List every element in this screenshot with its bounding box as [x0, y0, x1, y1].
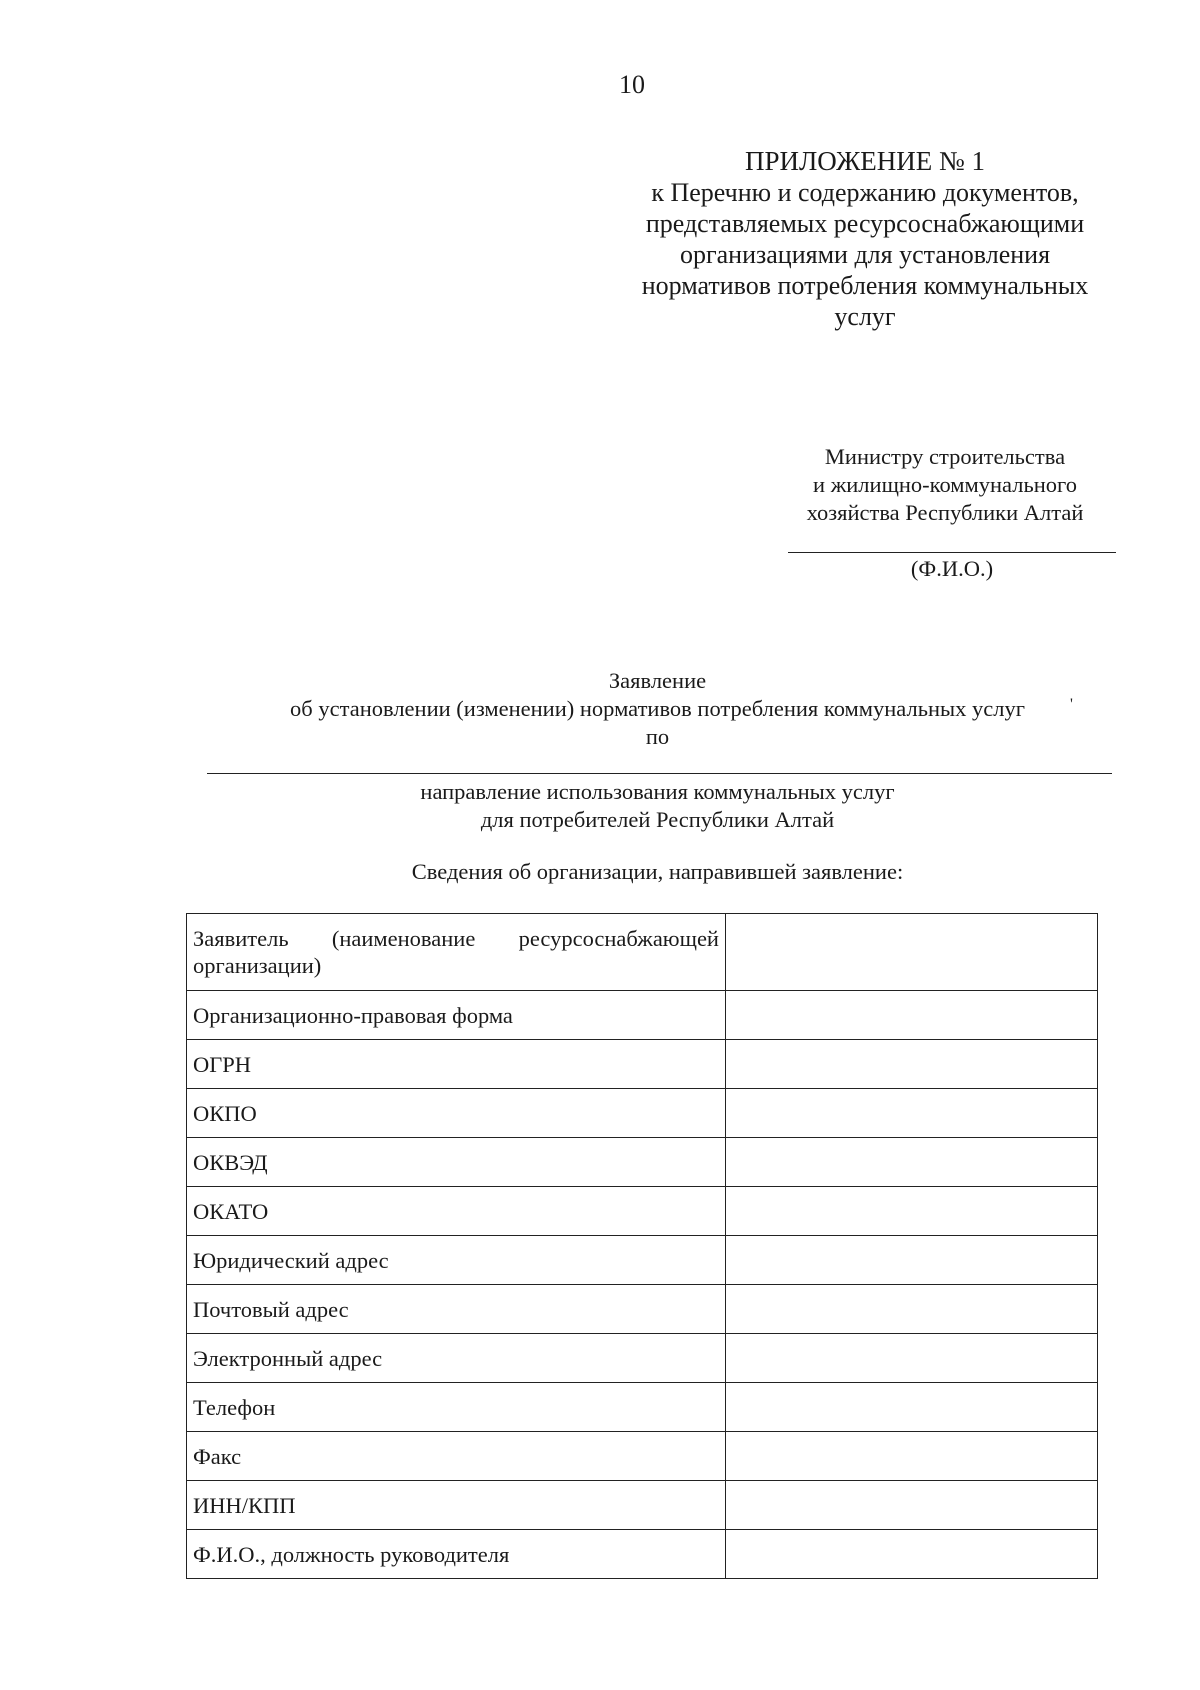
- table-label-cell: Почтовый адрес: [187, 1285, 726, 1334]
- table-row: [187, 1334, 1098, 1383]
- table-row: [187, 1236, 1098, 1285]
- table-row: [187, 1089, 1098, 1138]
- applicant-value-cell[interactable]: [726, 914, 1098, 991]
- table-row: [187, 1530, 1098, 1579]
- addressee-line: и жилищно-коммунального: [813, 472, 1077, 497]
- label-word: ресурсоснабжающей: [518, 926, 719, 951]
- statement-by: по: [645, 724, 670, 749]
- table-row: [187, 1040, 1098, 1089]
- table-label-cell: Ф.И.О., должность руководителя: [187, 1530, 726, 1579]
- table-value-cell[interactable]: [726, 1530, 1098, 1579]
- table-label-cell: ОГРН: [187, 1040, 726, 1089]
- table-row: [187, 914, 1098, 991]
- table-label-cell: Электронный адрес: [187, 1334, 726, 1383]
- fio-label: (Ф.И.О.): [910, 556, 994, 581]
- table-label-cell: ОКАТО: [187, 1187, 726, 1236]
- appendix-line: к Перечню и содержанию документов,: [651, 178, 1079, 207]
- table-row: [187, 1481, 1098, 1530]
- table-label-cell: [187, 914, 726, 991]
- label-word: Заявитель: [193, 926, 289, 951]
- direction-blank-line: [207, 773, 1112, 774]
- page-number: 10: [619, 70, 645, 99]
- table-row: [187, 1187, 1098, 1236]
- table-label-cell: ОКВЭД: [187, 1138, 726, 1187]
- table-value-cell[interactable]: [726, 991, 1098, 1040]
- label-line: организации): [193, 953, 322, 978]
- addressee-line: хозяйства Республики Алтай: [806, 500, 1084, 525]
- appendix-line: нормативов потребления коммунальных: [641, 271, 1089, 300]
- appendix-line: представляемых ресурсоснабжающими: [645, 209, 1085, 238]
- direction-caption: [190, 778, 1125, 834]
- table-label-cell: Факс: [187, 1432, 726, 1481]
- addressee-line: Министру строительства: [824, 444, 1066, 469]
- appendix-line: услуг: [834, 302, 896, 331]
- table-value-cell[interactable]: [726, 1138, 1098, 1187]
- table-row: [187, 991, 1098, 1040]
- table-value-cell[interactable]: [726, 1481, 1098, 1530]
- organization-info-table: [186, 913, 1098, 1579]
- statement-block: [190, 667, 1125, 751]
- statement-subtitle: об установлении (изменении) нормативов потребления коммунальных услуг: [290, 696, 1025, 721]
- table-row: [187, 1383, 1098, 1432]
- info-heading: Сведения об организации, направившей заявление:: [411, 859, 904, 884]
- table-label-cell: Юридический адрес: [187, 1236, 726, 1285]
- fio-blank-line: [788, 552, 1116, 553]
- table-label-cell: Организационно-правовая форма: [187, 991, 726, 1040]
- table-label-cell: ОКПО: [187, 1089, 726, 1138]
- direction-line: направление использования коммунальных услуг: [420, 779, 895, 804]
- table-row: [187, 1285, 1098, 1334]
- table-value-cell[interactable]: [726, 1236, 1098, 1285]
- appendix-line: организациями для установления: [679, 240, 1051, 269]
- table-value-cell[interactable]: [726, 1334, 1098, 1383]
- appendix-header: [615, 146, 1115, 332]
- table-value-cell[interactable]: [726, 1040, 1098, 1089]
- table-value-cell[interactable]: [726, 1432, 1098, 1481]
- label-word: (наименование: [331, 926, 476, 951]
- table-row: [187, 1138, 1098, 1187]
- table-value-cell[interactable]: [726, 1089, 1098, 1138]
- table-label-cell: Телефон: [187, 1383, 726, 1432]
- statement-title: Заявление: [608, 668, 707, 693]
- table-value-cell[interactable]: [726, 1285, 1098, 1334]
- table-label-cell: ИНН/КПП: [187, 1481, 726, 1530]
- direction-line: для потребителей Республики Алтай: [480, 807, 835, 832]
- table-row: [187, 1432, 1098, 1481]
- table-value-cell[interactable]: [726, 1383, 1098, 1432]
- addressee-block: [780, 443, 1110, 527]
- table-value-cell[interactable]: [726, 1187, 1098, 1236]
- stray-mark: ': [1070, 696, 1073, 713]
- appendix-title: ПРИЛОЖЕНИЕ № 1: [744, 146, 986, 176]
